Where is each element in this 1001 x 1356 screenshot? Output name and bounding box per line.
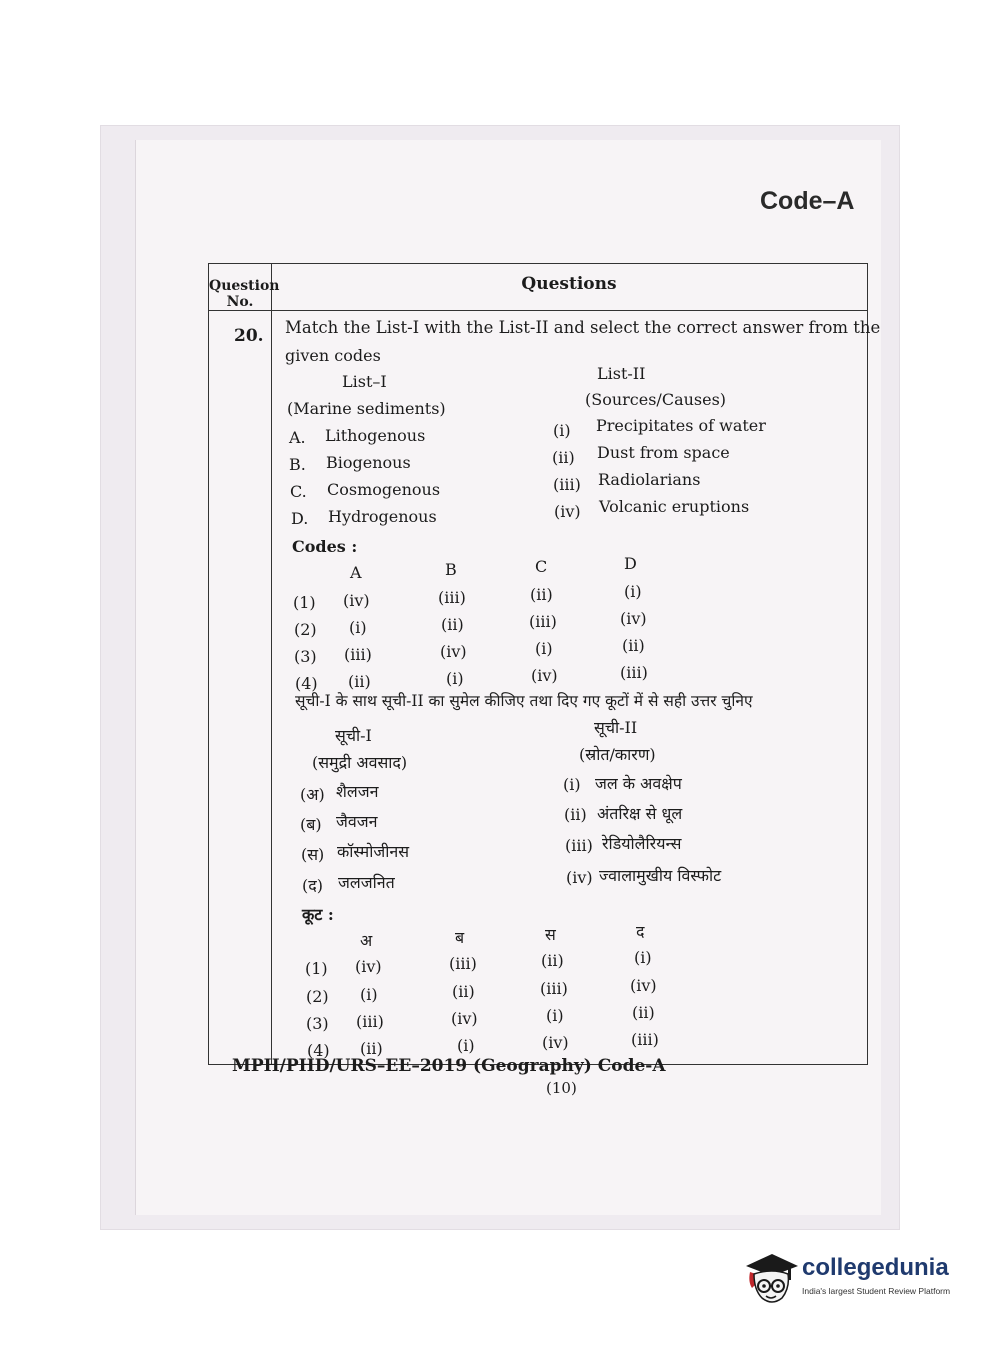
code-value: (ii) <box>622 636 645 655</box>
hindi-list1-item: कॉस्मोजीनस <box>337 842 410 861</box>
code-option: (2) <box>294 620 317 639</box>
list1-letter: A. <box>289 428 306 447</box>
hindi-code-value: (ii) <box>541 951 564 970</box>
code-value: (iii) <box>620 663 648 682</box>
graduate-mascot-icon <box>742 1248 800 1314</box>
list1-item: Biogenous <box>326 453 411 472</box>
list2-number: (i) <box>553 421 571 440</box>
hindi-list2-item: ज्वालामुखीय विस्फोट <box>599 866 722 885</box>
hindi-list2-item: रेडियोलैरियन्स <box>602 834 682 853</box>
hindi-list2-subtitle: (स्रोत/कारण) <box>579 745 656 764</box>
list1-letter: C. <box>290 482 307 501</box>
instruction-line-2: given codes <box>285 346 381 365</box>
code-option: (3) <box>294 647 317 666</box>
hindi-code-value: (i) <box>360 985 378 1004</box>
header-questions: Questions <box>521 274 617 294</box>
list1-item: Hydrogenous <box>328 507 437 526</box>
hindi-code-value: (iv) <box>451 1009 478 1028</box>
hindi-code-header: ब <box>455 928 465 947</box>
logo-tagline: India's largest Student Review Platform <box>802 1286 951 1296</box>
hindi-list1-letter: (द) <box>302 876 323 895</box>
hindi-list2-number: (i) <box>563 775 581 794</box>
code-value: (iv) <box>343 591 370 610</box>
header-code: Code–A <box>760 187 855 215</box>
hindi-code-value: (i) <box>546 1006 564 1025</box>
codes-label: Codes : <box>292 537 358 556</box>
list2-subtitle: (Sources/Causes) <box>585 390 727 409</box>
code-value: (iv) <box>440 642 467 661</box>
list1-item: Lithogenous <box>325 426 426 445</box>
hindi-code-value: (iii) <box>540 979 568 998</box>
column-divider <box>271 264 272 1064</box>
question-number: 20. <box>234 326 264 346</box>
list1-letter: D. <box>291 509 309 528</box>
list1-subtitle: (Marine sediments) <box>287 399 446 418</box>
hindi-list1-subtitle: (समुद्री अवसाद) <box>312 753 408 772</box>
hindi-code-option: (3) <box>306 1014 329 1033</box>
hindi-code-value: (iii) <box>356 1012 384 1031</box>
code-header: C <box>535 557 548 576</box>
hindi-list2-number: (iii) <box>565 836 593 855</box>
code-option: (1) <box>293 593 316 612</box>
code-value: (i) <box>349 618 367 637</box>
code-value: (i) <box>624 582 642 601</box>
code-value: (ii) <box>348 672 371 691</box>
list2-title: List-II <box>597 364 646 383</box>
logo-name: collegedunia <box>802 1254 949 1281</box>
code-header: B <box>445 560 457 579</box>
code-header: A <box>350 563 362 582</box>
list1-item: Cosmogenous <box>327 480 441 499</box>
hindi-code-option: (4) <box>307 1041 330 1060</box>
header-question-no: Question No. <box>209 278 280 310</box>
list2-number: (ii) <box>552 448 575 467</box>
hindi-code-value: (ii) <box>452 982 475 1001</box>
hindi-code-option: (2) <box>306 987 329 1006</box>
hindi-code-value: (i) <box>457 1036 475 1055</box>
hindi-code-value: (iv) <box>630 976 657 995</box>
hindi-list2-item: अंतरिक्ष से धूल <box>597 804 683 823</box>
code-value: (iii) <box>438 588 466 607</box>
hindi-list2-item: जल के अवक्षेप <box>595 774 682 793</box>
instruction-line-1: Match the List-I with the List-II and select the correct answer from the <box>285 318 881 337</box>
hindi-code-option: (1) <box>305 959 328 978</box>
hindi-list1-item: जैवजन <box>336 812 378 831</box>
hindi-list2-number: (iv) <box>566 868 593 887</box>
hindi-code-value: (i) <box>634 948 652 967</box>
hindi-list1-item: जलजनित <box>338 873 395 892</box>
list2-item: Dust from space <box>597 443 730 462</box>
code-value: (iv) <box>531 666 558 685</box>
hindi-codes-label: कूट : <box>302 905 334 924</box>
list1-letter: B. <box>289 455 306 474</box>
hindi-code-value: (iv) <box>542 1033 569 1052</box>
hindi-list1-letter: (ब) <box>300 815 322 834</box>
code-option: (4) <box>295 674 318 693</box>
list2-item: Volcanic eruptions <box>599 497 750 516</box>
hindi-code-value: (iii) <box>449 954 477 973</box>
code-value: (iii) <box>529 612 557 631</box>
hindi-instruction: सूची-I के साथ सूची-II का सुमेल कीजिए तथा दिए गए कूटों में से सही उत्तर चुनिए <box>295 692 753 710</box>
hindi-list1-letter: (अ) <box>300 785 325 804</box>
list2-item: Precipitates of water <box>596 416 766 435</box>
hindi-code-value: (ii) <box>360 1039 383 1058</box>
hindi-list2-number: (ii) <box>564 805 587 824</box>
hindi-list1-letter: (स) <box>301 845 325 864</box>
hindi-code-value: (iv) <box>355 957 382 976</box>
hindi-code-value: (iii) <box>631 1030 659 1049</box>
hindi-list2-title: सूची-II <box>594 718 638 737</box>
collegedunia-logo[interactable] <box>742 1248 972 1316</box>
hindi-code-value: (ii) <box>632 1003 655 1022</box>
code-value: (ii) <box>441 615 464 634</box>
page-footer: MPH/PHD/URS–EE–2019 (Geography) Code-A <box>232 1056 666 1076</box>
list2-item: Radiolarians <box>598 470 701 489</box>
header-divider <box>209 310 867 311</box>
code-value: (ii) <box>530 585 553 604</box>
code-value: (iv) <box>620 609 647 628</box>
list1-title: List–I <box>342 372 387 391</box>
hindi-list1-title: सूची-I <box>335 726 372 745</box>
code-value: (i) <box>446 669 464 688</box>
list2-number: (iii) <box>553 475 581 494</box>
code-value: (i) <box>535 639 553 658</box>
hindi-code-header: स <box>545 925 556 944</box>
hindi-code-header: अ <box>360 931 373 950</box>
code-header: D <box>624 554 637 573</box>
page-number: (10) <box>546 1079 577 1097</box>
hindi-code-header: द <box>636 922 645 941</box>
code-value: (iii) <box>344 645 372 664</box>
hindi-list1-item: शैलजन <box>336 782 379 801</box>
list2-number: (iv) <box>554 502 581 521</box>
